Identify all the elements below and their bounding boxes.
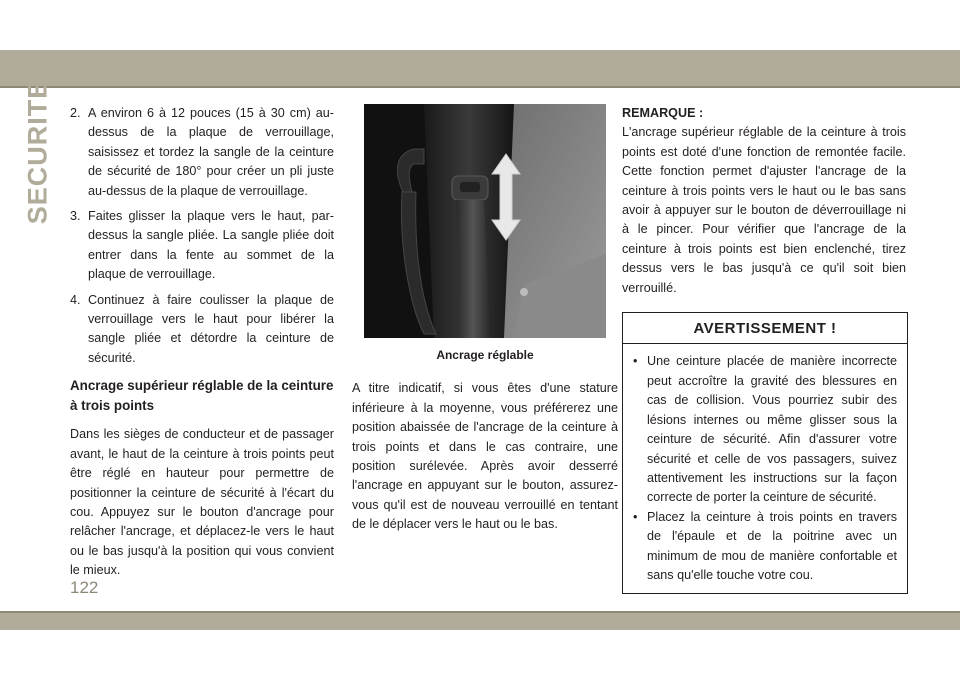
section-heading: Ancrage supérieur réglable de la ceinture à trois points [70, 378, 334, 414]
warning-bullet [631, 352, 897, 507]
header-rule [0, 86, 960, 88]
bullet-dot-icon: • [633, 509, 638, 524]
step-number: 4. [70, 292, 81, 307]
section-side-label [18, 79, 58, 225]
step-item [70, 104, 334, 201]
header-band [0, 50, 960, 86]
section-title: SECURITE [22, 79, 53, 225]
middle-column [352, 104, 618, 535]
warning-box [622, 312, 908, 594]
step-item [70, 291, 334, 369]
bullet-text: Placez la ceinture à trois points en travers de l'épaule et de la poitrine avec un minimum de mou de manière confortable et sans qu'elle touche votre cou. [647, 509, 897, 582]
step-text: Faites glisser la plaque vers le haut, par-dessus la sangle pliée. La sangle pliée doit entrer dans la fente au sommet de la plaque de verrouillage. [88, 209, 334, 282]
body-paragraph: Dans les sièges de conducteur et de passager avant, le haut de la ceinture à trois points peut être réglé en hauteur pour permettre de positionner la ceinture de sécurité à l'écart du cou. Appuyez sur le bouton d'ancrage pour relâcher l'ancrage, et déplacez-le vers le haut ou le bas jusqu'à la position qui vous convient le mieux. [70, 427, 334, 578]
step-item [70, 207, 334, 285]
step-text: A environ 6 à 12 pouces (15 à 30 cm) au-dessus de la plaque de verrouillage, saisissez et tordez la sangle de la ceinture de sécurité de 180° pour créer un pli juste au-dessus de la plaque de verrouillage. [88, 106, 334, 198]
page-number: 122 [70, 578, 99, 597]
figure-caption: Ancrage réglable [436, 348, 534, 362]
adjustable-anchor-photo [364, 104, 606, 338]
step-text: Continuez à faire coulisser la plaque de verrouillage vers le haut pour libérer la sangle pliée et détordre la ceinture de sécurité. [88, 292, 334, 365]
step-number: 2. [70, 106, 81, 120]
right-column [622, 104, 906, 594]
bullet-dot-icon: • [633, 354, 638, 369]
left-column [70, 104, 334, 581]
bullet-text: Une ceinture placée de manière incorrecte peut accroître la gravité des blessures en cas de collision. Vous pourriez subir des lésions internes ou même glisser sous la ceinture de sécurité. Afin d'assurer votre sécurité et celle de vos passagers, suivez attentivement les instructions sur la façon correcte de porter la ceinture de sécurité. [647, 354, 897, 505]
body-paragraph: A titre indicatif, si vous êtes d'une stature inférieure à la moyenne, vous préférerez une position abaissée de l'ancrage de la ceinture à trois points et dans le cas contraire, une position surélevée. Après avoir desserré l'ancrage en appuyant sur le bouton, assurez-vous qu'il est de nouveau verrouillé en tentant de le déplacer vers le haut ou le bas. [352, 381, 618, 532]
warning-bullet [631, 508, 897, 586]
warning-body [623, 344, 907, 593]
note-heading: REMARQUE : [622, 106, 704, 120]
warning-title: AVERTISSEMENT ! [623, 313, 907, 344]
note-text: L'ancrage supérieur réglable de la ceinture à trois points est doté d'une fonction de remontée facile. Cette fonction permet d'ajuster l'ancrage de la ceinture à trois points vers le haut ou le bas sans avoir à appuyer sur le bouton de déverrouillage ni à le pincer. Pour vérifier que l'ancrage de la ceinture à trois points est bien enclenché, tirez dessus vers le bas jusqu'à ce qu'il soit bien verrouillé. [622, 125, 906, 295]
step-number: 3. [70, 209, 81, 224]
footer-band [0, 613, 960, 630]
seatbelt-anchor-illustration [364, 104, 606, 338]
